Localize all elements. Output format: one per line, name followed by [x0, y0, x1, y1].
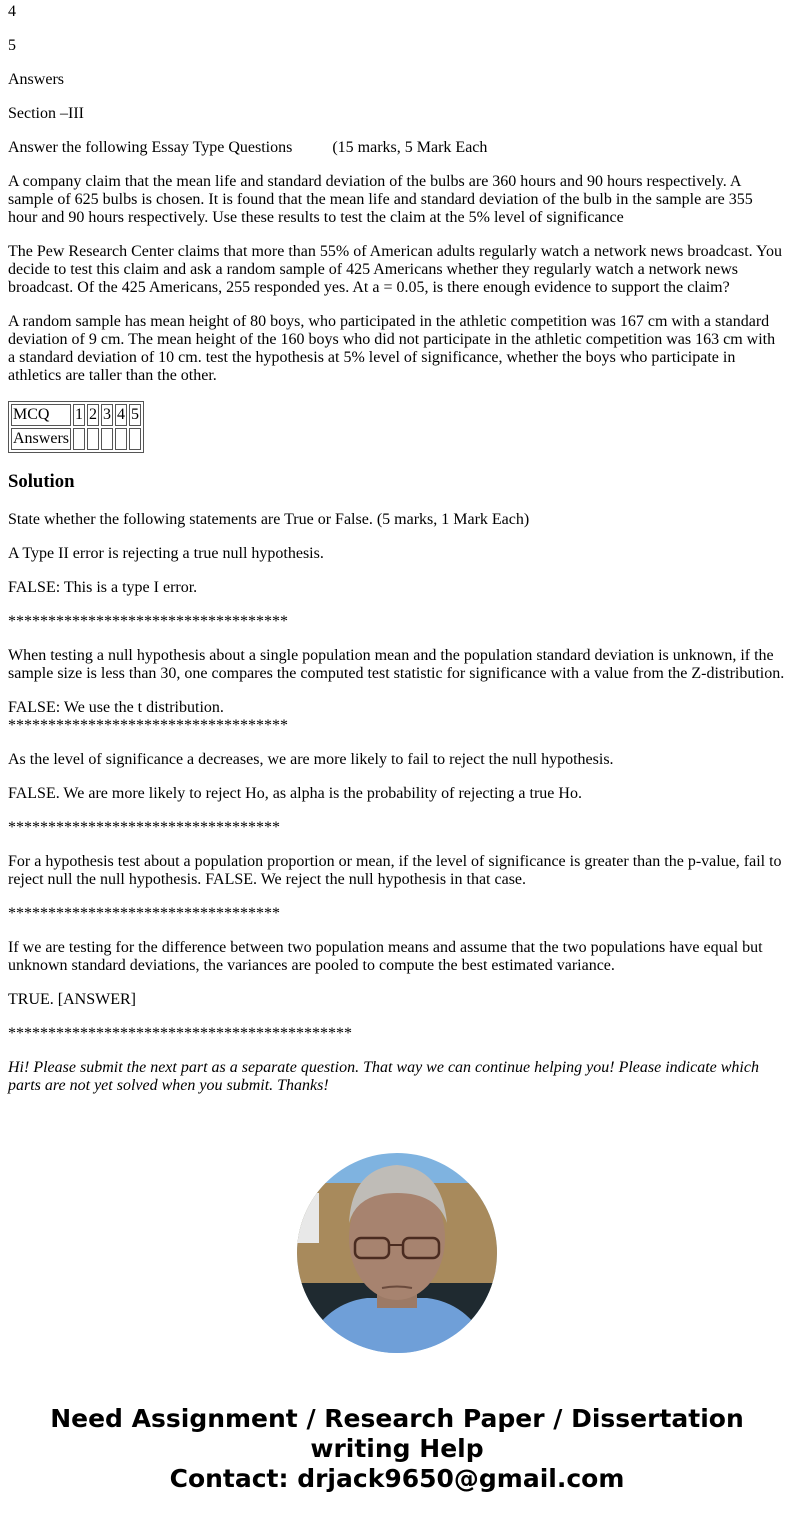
- separator: **********************************: [8, 905, 280, 922]
- list-number: 4: [8, 3, 16, 20]
- table-cell: 2: [87, 404, 99, 426]
- answer-block: [8, 699, 786, 735]
- table-cell: [115, 428, 127, 450]
- document-body: [0, 3, 794, 1095]
- separator: *******************************************: [8, 1025, 352, 1042]
- essay-question: A company claim that the mean life and standard deviation of the bulbs are 360 hours and 90 hours respectively. A sample of 625 bulbs is chosen. It is found that the mean life and standard deviation of the bulb in the sample are 355 hour and 90 hours respectively. Use these results to test the claim at the 5% level of significance: [8, 173, 753, 226]
- table-cell: 5: [129, 404, 141, 426]
- essay-question: The Pew Research Center claims that more than 55% of American adults regularly watch a network news broadcast. You decide to test this claim and ask a random sample of 425 Americans whether they regularly watch a network news broadcast. Of the 425 Americans, 255 responded yes. At a = 0.05, is there enough evidence to support the claim?: [8, 243, 782, 296]
- statement: When testing a null hypothesis about a single population mean and the population standard deviation is unknown, if the sample size is less than 30, one compares the computed test statistic for significance with a value from the Z-distribution.: [8, 647, 785, 682]
- table-cell: 3: [101, 404, 113, 426]
- solution-heading: Solution: [8, 471, 75, 492]
- statement: For a hypothesis test about a population proportion or mean, if the level of significance is greater than the p-value, fail to reject null the null hypothesis. FALSE. We reject the null hypothesis in that case.: [8, 853, 782, 888]
- separator: **********************************: [8, 819, 280, 836]
- table-row: [11, 428, 141, 450]
- separator: ***********************************: [8, 717, 288, 734]
- table-cell: 1: [73, 404, 85, 426]
- mcq-answer-table: [8, 401, 144, 453]
- answer: TRUE. [ANSWER]: [8, 991, 136, 1008]
- table-row: [11, 404, 141, 426]
- closing-note: Hi! Please submit the next part as a separate question. That way we can continue helping you! Please indicate which parts are not yet solved when you submit. Thanks!: [8, 1059, 759, 1094]
- footer-contact: Contact: drjack9650@gmail.com: [169, 1464, 625, 1493]
- table-cell: [73, 428, 85, 450]
- table-cell: [129, 428, 141, 450]
- statement: A Type II error is rejecting a true null hypothesis.: [8, 545, 324, 562]
- essay-question: A random sample has mean height of 80 boys, who participated in the athletic competition was 167 cm with a standard deviation of 9 cm. The mean height of the 160 boys who did not participate in the athletic competition was 163 cm with a standard deviation of 10 cm. test the hypothesis at 5% level of significance, whether the boys who participate in athletics are taller than the other.: [8, 313, 776, 384]
- table-cell: 4: [115, 404, 127, 426]
- solution-intro: State whether the following statements are True or False. (5 marks, 1 Mark Each): [8, 511, 530, 528]
- table-cell: [87, 428, 99, 450]
- author-photo: [297, 1153, 497, 1353]
- section-title: Section –III: [8, 105, 84, 122]
- answer: FALSE: This is a type I error.: [8, 579, 198, 596]
- answers-label: Answers: [8, 71, 64, 88]
- separator: ***********************************: [8, 613, 288, 630]
- essay-header: Answer the following Essay Type Questions (15 marks, 5 Mark Each: [8, 139, 488, 156]
- footer-ad: [0, 1404, 794, 1494]
- list-number: 5: [8, 37, 16, 54]
- table-cell: MCQ: [11, 404, 71, 426]
- table-cell: Answers: [11, 428, 71, 450]
- answer: FALSE: We use the t distribution.: [8, 699, 224, 716]
- footer-line: Need Assignment / Research Paper / Dissertation writing Help: [50, 1404, 744, 1463]
- answer: FALSE. We are more likely to reject Ho, as alpha is the probability of rejecting a true Ho.: [8, 785, 582, 802]
- statement: As the level of significance a decreases, we are more likely to fail to reject the null hypothesis.: [8, 751, 614, 768]
- statement: If we are testing for the difference between two population means and assume that the two populations have equal but unknown standard deviations, the variances are pooled to compute the best estimated variance.: [8, 939, 763, 974]
- table-cell: [101, 428, 113, 450]
